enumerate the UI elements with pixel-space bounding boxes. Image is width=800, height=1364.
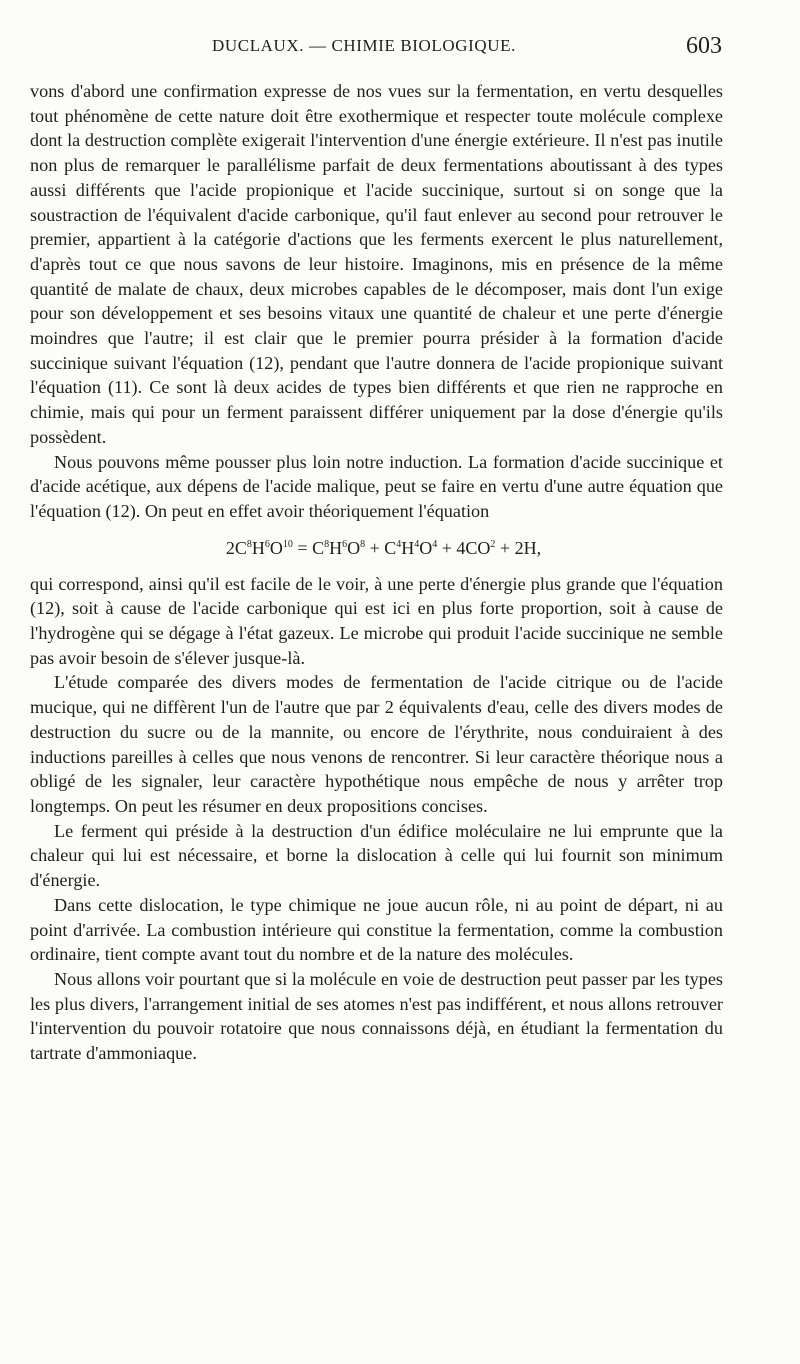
body-text (30, 79, 723, 1066)
eq-sup: 4 (396, 538, 402, 550)
chemical-equation (30, 536, 723, 560)
eq-sup: 4 (414, 538, 420, 550)
eq-part: H (329, 537, 343, 558)
eq-sup: 6 (342, 538, 348, 550)
paragraph: Dans cette dislocation, le type chimique ne joue aucun rôle, ni au point de départ, ni au point d'arrivée. La combustion intérieure qui constitue la fermentation, comme la combustion ordinaire, tient compte avant tout du nombre et de la nature des molécules. (30, 894, 723, 965)
eq-sup: 4 (432, 538, 438, 550)
eq-part: O (269, 537, 283, 558)
eq-sup: 8 (324, 538, 330, 550)
eq-part: O (347, 537, 361, 558)
eq-sup: 10 (282, 538, 293, 550)
paragraph: vons d'abord une confirmation expresse de nos vues sur la fermentation, en vertu desquelles tout phénomène de cette nature doit être exothermique et respecter toute molécule complexe dont la destruction complète exigerait l'intervention d'une énergie extérieure. Il n'est pas inutile non plus de remarquer le parallélisme parfait de deux fermentations aboutissant à des types aussi différents que l'acide propionique et l'acide succinique, surtout si on songe que la soustraction de l'équivalent d'acide carbonique, qu'il faut enlever au second pour retrouver le premier, appartient à la catégorie d'actions que les ferments exercent le plus naturellement, d'après tout ce que nous savons de leur histoire. Imaginons, mis en présence de la même quantité de malate de chaux, deux microbes capables de le décomposer, mais dont l'un exige pour son développement et ses besoins vitaux une quantité de chaleur et une perte d'énergie moindres que l'autre; il est clair que le premier pourra présider à la formation d'acide succinique suivant l'équation (12), pendant que l'autre donnera de l'acide propionique suivant l'équation (11). Ce sont là deux acides de types bien différents et que rien ne rapproche en chimie, mais qui pour un ferment paraissent différer uniquement par la dose d'énergie qu'ils possèdent. (30, 81, 723, 447)
eq-part: + 2H, (495, 537, 542, 558)
eq-part: = C (292, 537, 325, 558)
paragraph: L'étude comparée des divers modes de fermentation de l'acide citrique ou de l'acide mucique, qui ne diffèrent l'un de l'autre que par 2 équivalents d'eau, celle des divers modes de destruction du sucre ou de la mannite, ou encore de l'érythrite, nous conduiraient à des inductions pareilles à celles que nous venons de rencontrer. Si leur caractère théorique nous a obligé de les signaler, leur caractère hypothétique nous empêche de nous y arrêter trop longtemps. On peut les résumer en deux propositions concises. (30, 672, 723, 816)
page-number: 603 (686, 33, 722, 59)
page-header (0, 33, 800, 66)
eq-part: H (251, 537, 265, 558)
paragraph: qui correspond, ainsi qu'il est facile de le voir, à une perte d'énergie plus grande que l'équation (12), soit à cause de l'acide carbonique qui est ici en plus forte proportion, soit à cause de l'hydrogène qui se dégage à l'état gazeux. Le microbe qui produit l'acide succinique ne semble pas avoir besoin de s'élever jusque-là. (30, 573, 723, 668)
eq-part: O (419, 537, 433, 558)
eq-sup: 8 (360, 538, 366, 550)
eq-sup: 2 (490, 538, 496, 550)
eq-part: + 4CO (437, 537, 491, 558)
eq-sup: 8 (246, 538, 252, 550)
eq-part: + C (365, 537, 397, 558)
eq-sup: 6 (264, 538, 270, 550)
paragraph: Le ferment qui préside à la destruction d'un édifice moléculaire ne lui emprunte que la chaleur qui lui est nécessaire, et borne la dislocation à celle qui lui fournit son minimum d'énergie. (30, 820, 723, 891)
eq-part: 2C (225, 537, 247, 558)
running-head: DUCLAUX. — CHIMIE BIOLOGIQUE. (212, 36, 517, 55)
paragraph: Nous allons voir pourtant que si la molécule en voie de destruction peut passer par les types les plus divers, l'arrangement initial de ses atomes n'est pas indifférent, et nous allons retrouver l'intervention du pouvoir rotatoire que nous connaissons déjà, en étudiant la fermentation du tartrate d'ammoniaque. (30, 968, 723, 1064)
paragraph: Nous pouvons même pousser plus loin notre induction. La formation d'acide succinique et d'acide acétique, aux dépens de l'acide malique, peut se faire en vertu d'une autre équation que l'équation (12). On peut en effet avoir théoriquement l'équation (30, 451, 723, 521)
eq-part: H (401, 537, 415, 558)
